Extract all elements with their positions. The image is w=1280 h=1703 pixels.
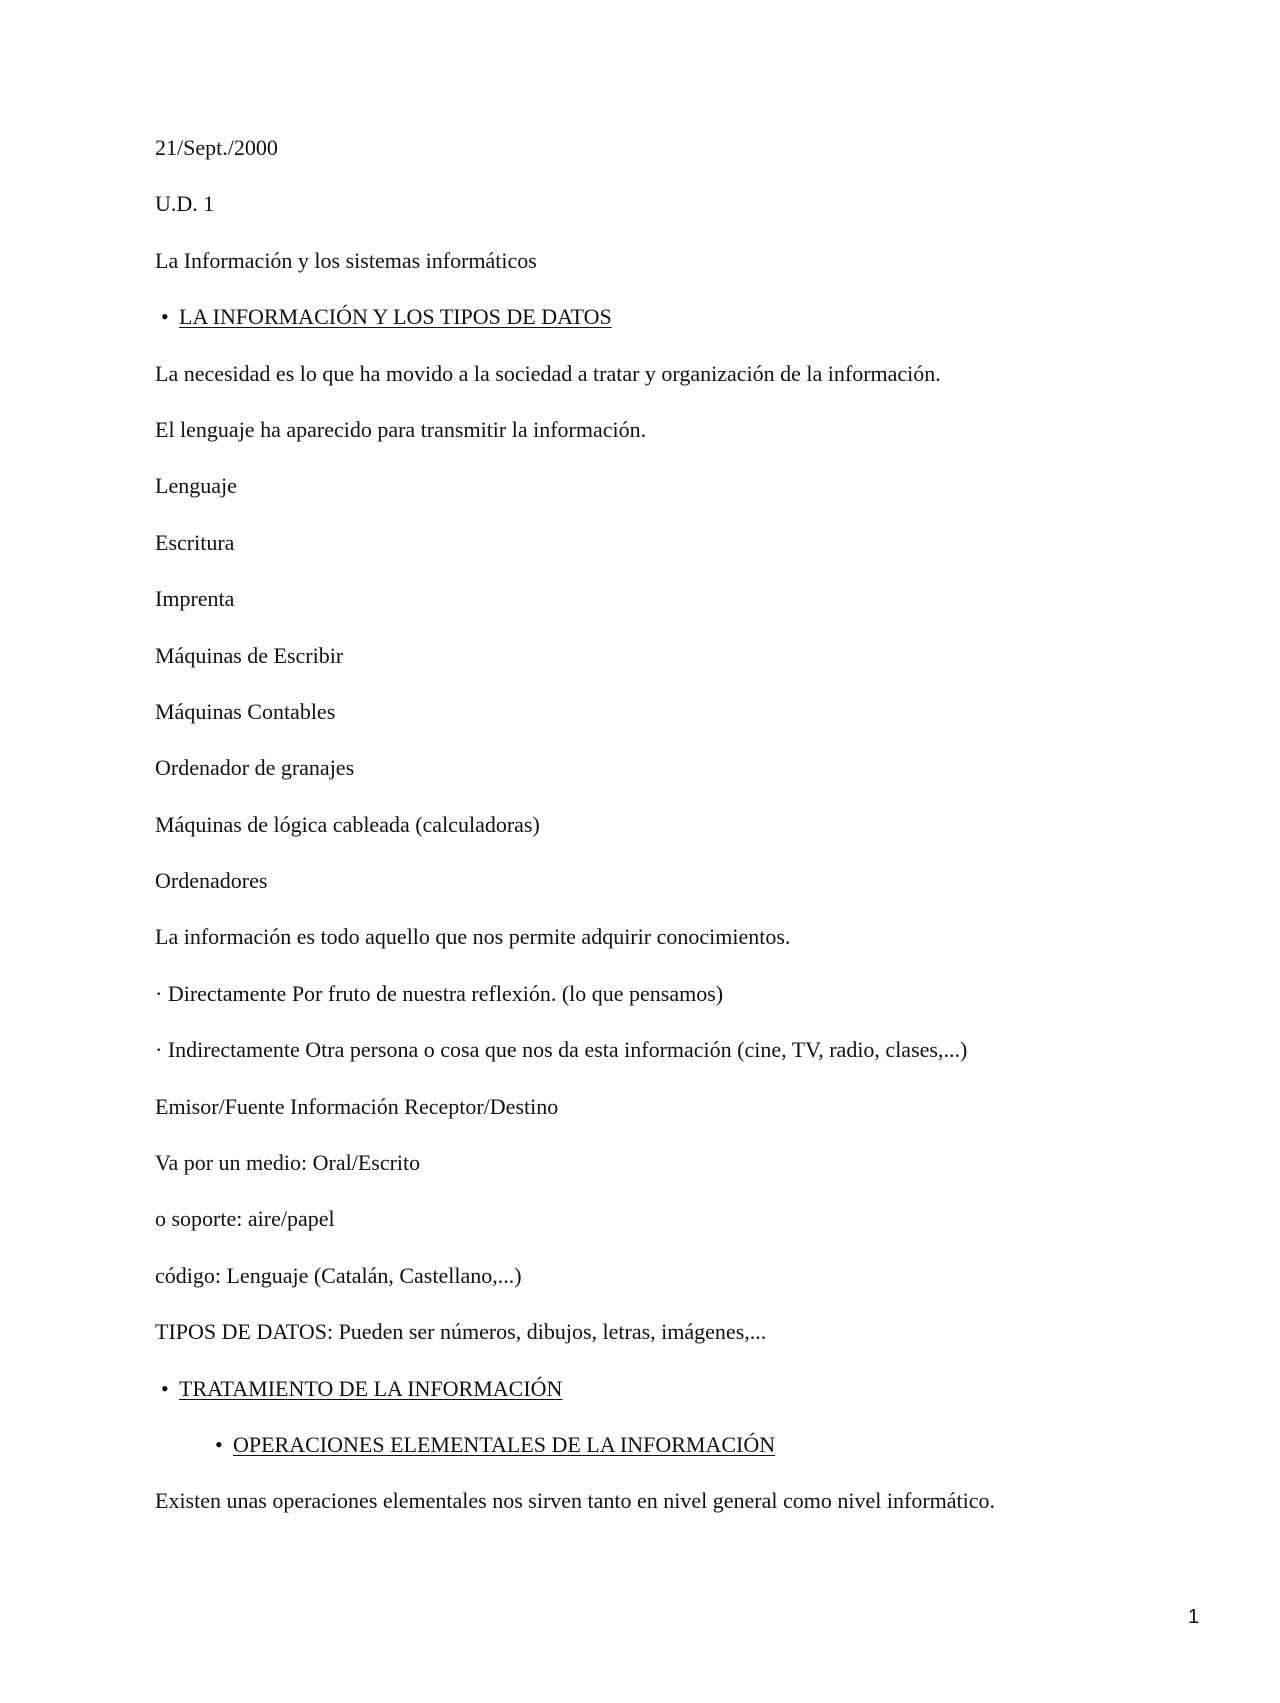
- paragraph: TIPOS DE DATOS: Pueden ser números, dibujos, letras, imágenes,...: [155, 1319, 767, 1345]
- section-heading-informacion: [155, 303, 1155, 331]
- unit-label: U.D. 1: [155, 191, 215, 217]
- paragraph: · Indirectamente Otra persona o cosa que nos da esta información (cine, TV, radio, clases,...): [155, 1037, 968, 1063]
- paragraph: código: Lenguaje (Catalán, Castellano,...): [155, 1262, 522, 1288]
- history-item: Máquinas de lógica cableada (calculadoras): [155, 811, 540, 837]
- subsection-heading-operaciones: [155, 1431, 1155, 1459]
- paragraph: La necesidad es lo que ha movido a la sociedad a tratar y organización de la información.: [155, 360, 941, 386]
- paragraph: Existen unas operaciones elementales nos sirven tanto en nivel general como nivel informático.: [155, 1488, 996, 1514]
- paragraph: o soporte: aire/papel: [155, 1206, 335, 1232]
- document-date: 21/Sept./2000: [155, 135, 278, 160]
- history-item: Lenguaje: [155, 473, 237, 499]
- bullet-icon: •: [161, 1375, 169, 1401]
- paragraph: Va por un medio: Oral/Escrito: [155, 1150, 421, 1176]
- bullet-icon: •: [161, 304, 169, 330]
- history-item: Imprenta: [155, 586, 235, 612]
- paragraph: El lenguaje ha aparecido para transmitir la información.: [155, 416, 647, 442]
- subsection-heading-text: OPERACIONES ELEMENTALES DE LA INFORMACIÓN: [233, 1431, 776, 1457]
- document-title: La Información y los sistemas informáticos: [155, 247, 537, 273]
- history-item: Máquinas Contables: [155, 698, 336, 724]
- history-item: Ordenador de granajes: [155, 755, 355, 781]
- page-number: 1: [1188, 1606, 1200, 1628]
- section-heading-text: LA INFORMACIÓN Y LOS TIPOS DE DATOS: [179, 304, 612, 330]
- paragraph: · Directamente Por fruto de nuestra reflexión. (lo que pensamos): [155, 980, 724, 1006]
- history-item: Ordenadores: [155, 868, 268, 894]
- document-body: [155, 134, 1155, 1544]
- paragraph: Emisor/Fuente Información Receptor/Destino: [155, 1093, 559, 1119]
- history-item: Escritura: [155, 529, 235, 555]
- history-item: Máquinas de Escribir: [155, 642, 344, 668]
- bullet-icon: •: [215, 1431, 223, 1457]
- section-heading-tratamiento: [155, 1375, 1155, 1403]
- section-heading-text: TRATAMIENTO DE LA INFORMACIÓN: [179, 1375, 563, 1401]
- paragraph: La información es todo aquello que nos permite adquirir conocimientos.: [155, 924, 791, 950]
